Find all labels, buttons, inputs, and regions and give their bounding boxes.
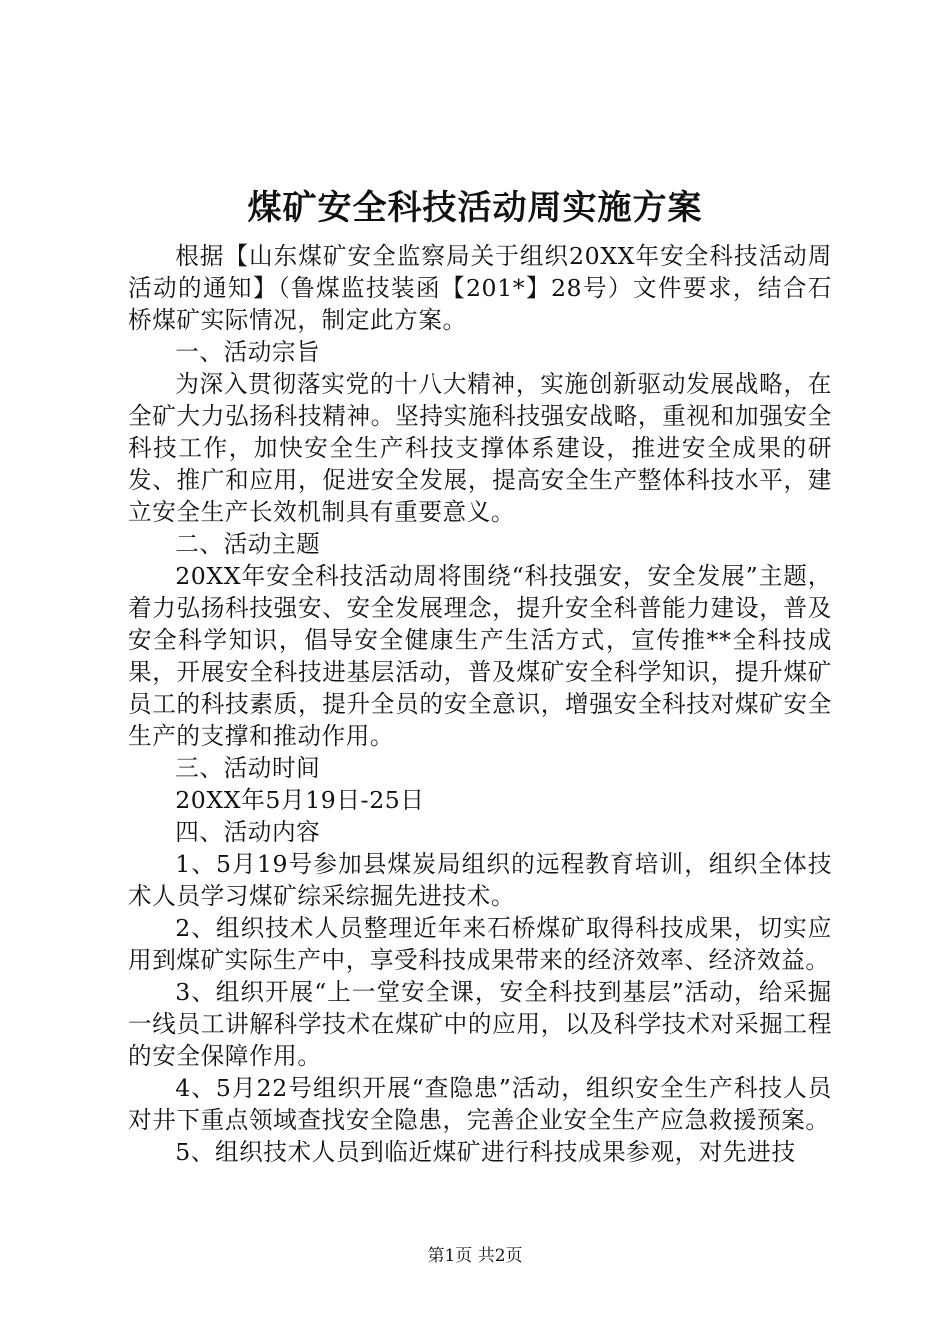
section-heading-purpose: 一、活动宗旨 bbox=[175, 338, 321, 366]
list-item: 4、5月22号组织开展“查隐患”活动，组织安全生产科技人员对井下重点领域查找安全隐患，完善企业安全生产应急救援预案。 bbox=[128, 1074, 832, 1134]
document-title: 煤矿安全科技活动周实施方案 bbox=[247, 188, 703, 228]
page-number-footer: 第1页 共2页 bbox=[427, 1246, 523, 1266]
document-body bbox=[128, 240, 832, 1168]
section-heading-content: 四、活动内容 bbox=[175, 818, 321, 846]
paragraph-theme: 20XX年安全科技活动周将围绕“科技强安，安全发展”主题，着力弘扬科技强安、安全发展理念，提升安全科普能力建设，普及安全科学知识，倡导安全健康生产生活方式，宣传推**全科技成果，开展安全科技进基层活动，普及煤矿安全科学知识，提升煤矿员工的科技素质，提升全员的安全意识，增强安全科技对煤矿安全生产的支撑和推动作用。 bbox=[128, 562, 832, 750]
paragraph-intro: 根据【山东煤矿安全监察局关于组织20XX年安全科技活动周活动的通知】（鲁煤监技装函【201*】28号）文件要求，结合石桥煤矿实际情况，制定此方案。 bbox=[128, 242, 832, 334]
list-item: 5、组织技术人员到临近煤矿进行科技成果参观，对先进技 bbox=[175, 1138, 796, 1166]
section-heading-theme: 二、活动主题 bbox=[175, 530, 321, 558]
list-item: 3、组织开展“上一堂安全课，安全科技到基层”活动，给采掘一线员工讲解科学技术在煤矿中的应用，以及科学技术对采掘工程的安全保障作用。 bbox=[128, 978, 832, 1070]
section-heading-time: 三、活动时间 bbox=[175, 754, 321, 782]
list-item: 2、组织技术人员整理近年来石桥煤矿取得科技成果，切实应用到煤矿实际生产中，享受科技成果带来的经济效率、经济效益。 bbox=[128, 914, 832, 974]
list-item: 1、5月19号参加县煤炭局组织的远程教育培训，组织全体技术人员学习煤矿综采综掘先进技术。 bbox=[128, 850, 832, 910]
paragraph-time: 20XX年5月19日-25日 bbox=[175, 786, 425, 814]
paragraph-purpose: 为深入贯彻落实党的十八大精神，实施创新驱动发展战略，在全矿大力弘扬科技精神。坚持实施科技强安战略，重视和加强安全科技工作，加快安全生产科技支撑体系建设，推进安全成果的研发、推广和应用，促进安全发展，提高安全生产整体科技水平，建立安全生产长效机制具有重要意义。 bbox=[128, 370, 832, 526]
